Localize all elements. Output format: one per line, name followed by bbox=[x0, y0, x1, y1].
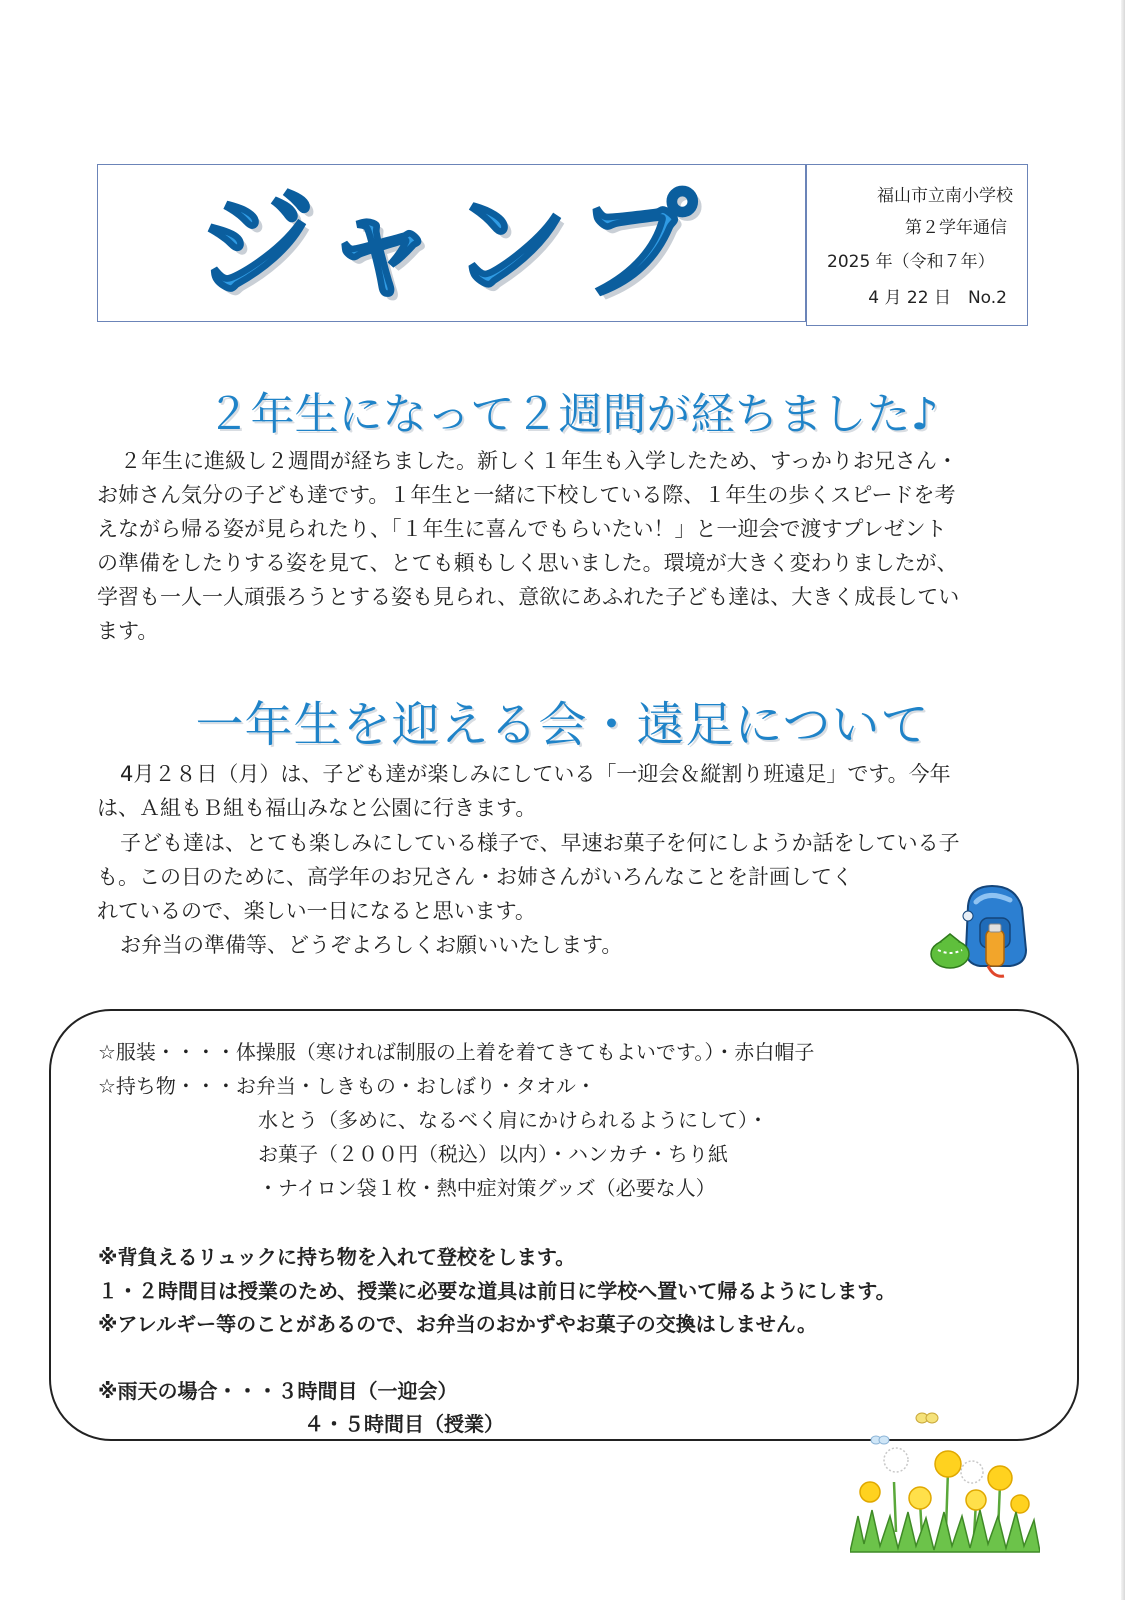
section2-line: は、Ａ組もＢ組も福山みなと公園に行きます。 bbox=[97, 796, 537, 820]
section2-line: 子ども達は、とても楽しみにしている様子で、早速お菓子を何にしようか話をしている子 bbox=[120, 831, 960, 855]
section1-line: えながら帰る姿が見られたり、「１年生に喜んでもらいたい！」と一迎会で渡すプレゼント bbox=[97, 517, 947, 541]
issue-year: 2025 年（令和７年） bbox=[827, 252, 995, 272]
rain-plan: ※雨天の場合・・・３時間目（一迎会） bbox=[98, 1379, 458, 1403]
section2-heading: 一年生を迎える会・遠足について bbox=[195, 697, 930, 753]
school-info-box bbox=[806, 164, 1028, 326]
page-edge bbox=[1121, 0, 1125, 1600]
section1-line: お姉さん気分の子ども達です。１年生と一緒に下校している際、１年生の歩くスピードを考 bbox=[97, 483, 956, 507]
class-hours-note: １・２時間目は授業のため、授業に必要な道具は前日に学校へ置いて帰るようにします。 bbox=[98, 1279, 896, 1303]
backpack-illustration bbox=[930, 878, 1050, 988]
items-info-line: 水とう（多めに、なるべく肩にかけられるようにして）・ bbox=[258, 1108, 768, 1132]
allergy-note: ※アレルギー等のことがあるので、お弁当のおかずやお菓子の交換はしません。 bbox=[98, 1312, 817, 1336]
butterfly-icon bbox=[916, 1413, 938, 1423]
school-name: 福山市立南小学校 bbox=[877, 186, 1013, 206]
section1-line: の準備をしたりする姿を見て、とても頼もしく思いました。環境が大きく変わりましたが、 bbox=[97, 551, 958, 575]
field-trip-info-box bbox=[49, 1009, 1079, 1441]
items-info: ☆持ち物・・・お弁当・しきもの・おしぼり・タオル・ bbox=[98, 1074, 596, 1098]
section2-line: れているので、楽しい一日になると思います。 bbox=[97, 899, 536, 923]
dandelion-illustration bbox=[850, 1412, 1040, 1562]
clothing-info: ☆服装・・・・体操服（寒ければ制服の上着を着てきてもよいです。）・赤白帽子 bbox=[98, 1040, 815, 1064]
backpack-note: ※背負えるリュックに持ち物を入れて登校をします。 bbox=[98, 1245, 576, 1269]
rain-plan-line: ４・５時間目（授業） bbox=[304, 1412, 504, 1436]
section2-line: 4月２８日（月）は、子ども達が楽しみにしている「一迎会＆縦割り班遠足」です。今年 bbox=[120, 762, 951, 786]
items-info-line: お菓子（２００円（税込）以内）・ハンカチ・ちり紙 bbox=[258, 1142, 728, 1166]
section1-line: ます。 bbox=[97, 619, 159, 643]
section2-line: お弁当の準備等、どうぞよろしくお願いいたします。 bbox=[120, 933, 623, 957]
section2-line: も。この日のために、高学年のお兄さん・お姉さんがいろんなことを計画してく bbox=[97, 865, 853, 889]
newsletter-title: ジャンプ bbox=[196, 177, 707, 315]
section1-heading: ２年生になって２週間が経ちました♪ bbox=[206, 389, 939, 440]
section1-line: ２年生に進級し２週間が経ちました。新しく１年生も入学したため、すっかりお兄さん・ bbox=[120, 449, 958, 473]
items-info-line: ・ナイロン袋１枚・熱中症対策グッズ（必要な人） bbox=[258, 1176, 716, 1200]
newsletter-type: 第２学年通信 bbox=[905, 218, 1007, 238]
masthead bbox=[97, 164, 806, 322]
section1-line: 学習も一人一人頑張ろうとする姿も見られ、意欲にあふれた子ども達は、大きく成長してい bbox=[97, 585, 960, 609]
issue-date-number: 4 月 22 日 No.2 bbox=[868, 288, 1007, 308]
